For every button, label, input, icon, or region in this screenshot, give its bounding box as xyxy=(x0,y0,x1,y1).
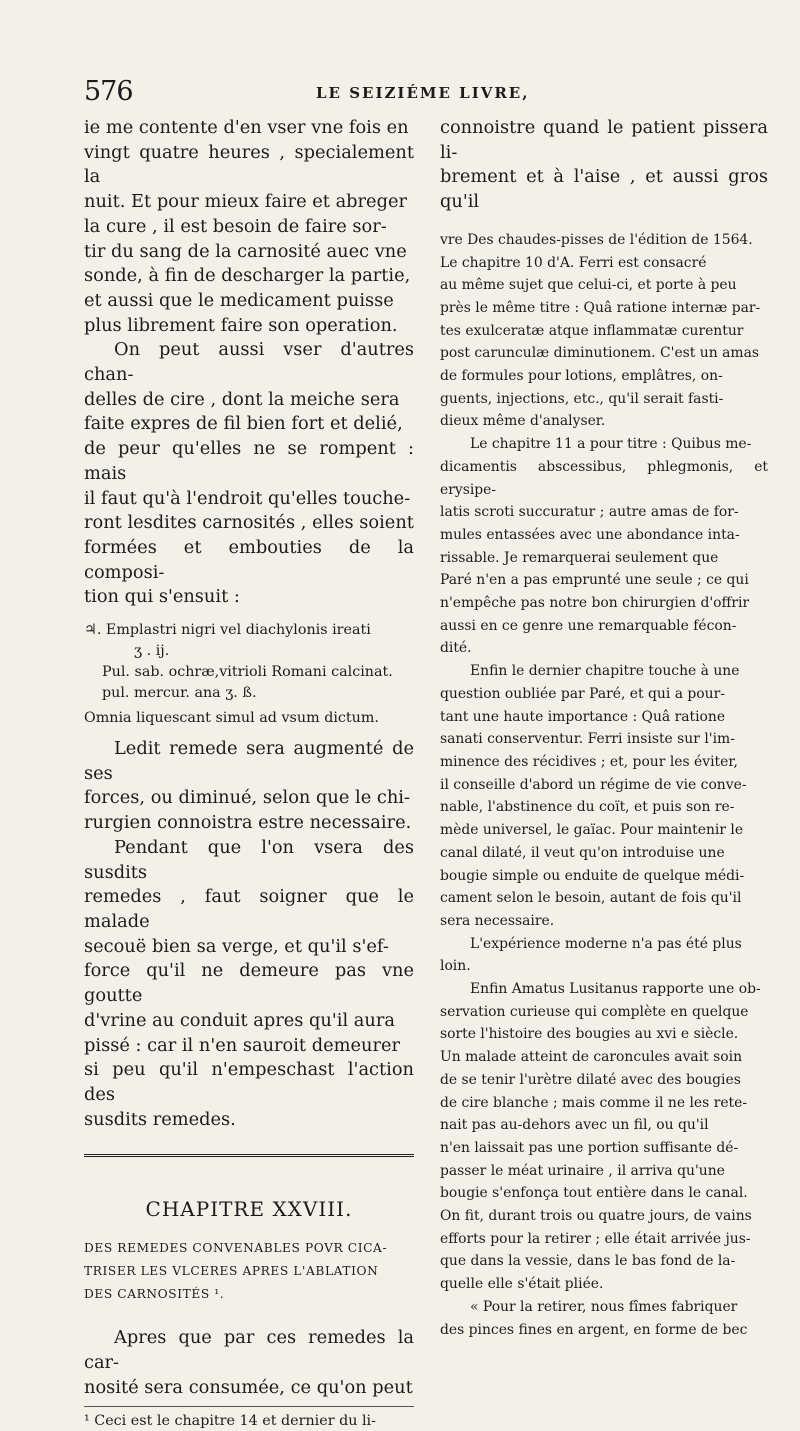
text-line: Pul. sab. ochræ,vitrioli Romani calcinat. xyxy=(102,664,393,681)
text-line: d'vrine au conduit apres qu'il aura xyxy=(84,1009,395,1031)
text-line: si peu qu'il n'empeschast l'action des xyxy=(84,1059,414,1105)
text-line: rurgien connoistra estre necessaire. xyxy=(84,812,412,834)
text-line: mède universel, le gaïac. Pour maintenir le xyxy=(440,822,744,839)
note-paragraph-6 xyxy=(440,1296,768,1341)
text-line: Un malade atteint de caroncules avait soin xyxy=(440,1049,743,1066)
text-line: n'empêche pas notre bon chirurgien d'offrir xyxy=(440,595,750,612)
text-line: minence des récidives ; et, pour les éviter, xyxy=(440,753,738,770)
text-line: plus librement faire son operation. xyxy=(84,314,398,336)
running-head: LE SEIZIÉME LIVRE, xyxy=(316,84,530,102)
text-line: que dans la vessie, dans le bas fond de la- xyxy=(440,1253,736,1270)
text-line: ront lesdites carnosités , elles soient xyxy=(84,512,414,534)
text-line: ♃. Emplastri nigri vel diachylonis ireati xyxy=(84,622,371,639)
text-line: des pinces fines en argent, en forme de bec xyxy=(440,1321,748,1338)
text-line: dieux même d'analyser. xyxy=(440,413,606,430)
text-line: vre Des chaudes-pisses de l'édition de 1564. xyxy=(440,231,753,248)
text-line: n'en laissait pas une portion suffisante dé- xyxy=(440,1139,739,1156)
text-line: efforts pour la retirer ; elle était arrivée jus- xyxy=(440,1230,751,1247)
text-line: vingt quatre heures , specialement la xyxy=(84,141,414,188)
text-line: TRISER LES VLCERES APRES L'ABLATION xyxy=(84,1264,379,1279)
left-paragraph-3 xyxy=(84,737,414,836)
text-line: nable, l'abstinence du coït, et puis son re- xyxy=(440,799,735,816)
text-line: On fit, durant trois ou quatre jours, de vains xyxy=(440,1208,752,1225)
text-line: ʒ . ij. xyxy=(134,643,170,660)
left-paragraph-5 xyxy=(84,1326,414,1400)
text-line: tion qui s'ensuit : xyxy=(84,586,240,608)
text-line: Enfin Amatus Lusitanus rapporte une ob- xyxy=(470,981,761,998)
left-paragraph-2 xyxy=(84,338,414,610)
text-line: sonde, à fin de descharger la partie, xyxy=(84,265,411,287)
text-line: la cure , il est besoin de faire sor- xyxy=(84,215,387,237)
text-line: loin. xyxy=(440,958,471,975)
text-line: Paré n'en a pas emprunté une seule ; ce qui xyxy=(440,572,749,589)
text-line: force qu'il ne demeure pas vne goutte xyxy=(84,960,414,1007)
text-line: dité. xyxy=(440,640,472,657)
text-line: post carunculæ diminutionem. C'est un amas xyxy=(440,345,759,362)
text-line: forces, ou diminué, selon que le chi- xyxy=(84,787,410,809)
left-paragraph-4 xyxy=(84,836,414,1132)
text-line: tes exulceratæ atque inflammatæ curentur xyxy=(440,322,744,339)
text-line: au même sujet que celui-ci, et porte à peu xyxy=(440,277,737,294)
text-line: sorte l'histoire des bougies au xvi e siècle. xyxy=(440,1026,739,1043)
text-line: susdits remedes. xyxy=(84,1108,236,1130)
text-line: nait pas au-dehors avec un fil, ou qu'il xyxy=(440,1117,709,1134)
text-line: formées et embouties de la composi- xyxy=(84,536,414,583)
text-line: L'expérience moderne n'a pas été plus xyxy=(470,935,742,952)
text-line: mules entassées avec une abondance inta- xyxy=(440,526,740,543)
text-line: On peut aussi vser d'autres chan- xyxy=(84,339,414,386)
text-line: guents, injections, etc., qu'il serait fasti- xyxy=(440,390,724,407)
text-line: dicamentis abscessibus, phlegmonis, et erysipe- xyxy=(440,458,768,498)
footnote-rule xyxy=(84,1406,414,1407)
text-line: de se tenir l'urètre dilaté avec des bougies xyxy=(440,1071,741,1088)
text-line: ie me contente d'en vser vne fois en xyxy=(84,117,409,138)
text-line: remedes , faut soigner que le malade xyxy=(84,886,414,932)
note-paragraph-2 xyxy=(440,433,768,660)
chapter-title: CHAPITRE XXVIII. xyxy=(145,1197,353,1222)
text-line: bougie s'enfonça tout entière dans le canal. xyxy=(440,1185,748,1202)
recipe xyxy=(84,620,414,704)
text-line: près le même titre : Quâ ratione internæ par- xyxy=(440,299,761,316)
text-line: Pendant que l'on vsera des susdits xyxy=(84,836,414,883)
text-line: connoistre quand le patient pissera li- xyxy=(440,117,768,163)
text-line: DES REMEDES CONVENABLES POVR CICA- xyxy=(84,1241,388,1256)
text-line: nosité sera consumée, ce qu'on peut xyxy=(84,1376,413,1398)
text-line: pul. mercur. ana ʒ. ß. xyxy=(102,685,257,702)
note-paragraph-5 xyxy=(440,978,768,1296)
text-line: il conseille d'abord un régime de vie conve- xyxy=(440,776,747,793)
text-line: DES CARNOSITÉS ¹. xyxy=(84,1287,225,1302)
left-column xyxy=(84,116,414,1431)
text-line: question oubliée par Paré, et qui a pour- xyxy=(440,685,725,702)
text-line: Apres que par ces remedes la car- xyxy=(84,1327,414,1374)
page-number: 576 xyxy=(84,76,133,107)
text-line: nuit. Et pour mieux faire et abreger xyxy=(84,191,407,213)
text-line: servation curieuse qui complète en quelque xyxy=(440,1003,749,1020)
text-line: quelle elle s'était pliée. xyxy=(440,1276,604,1293)
text-line: tir du sang de la carnosité auec vne xyxy=(84,240,407,262)
chapter-subtitle xyxy=(84,1237,414,1306)
text-line: brement et à l'aise , et aussi gros qu'il xyxy=(440,166,768,213)
text-line: de cire blanche ; mais comme il ne les rete- xyxy=(440,1094,748,1111)
recipe-instruction: Omnia liquescant simul ad vsum dictum. xyxy=(84,710,379,727)
text-line: secouë bien sa verge, et qu'il s'ef- xyxy=(84,935,389,957)
note-paragraph-4 xyxy=(440,933,768,978)
text-line: faite expres de fil bien fort et delié, xyxy=(84,413,403,435)
chapter-divider xyxy=(84,1154,414,1159)
footnote: ¹ Ceci est le chapitre 14 et dernier du li- xyxy=(84,1413,376,1430)
text-line: Le chapitre 10 d'A. Ferri est consacré xyxy=(440,254,707,271)
text-line: il faut qu'à l'endroit qu'elles touche- xyxy=(84,487,411,509)
text-line: et aussi que le medicament puisse xyxy=(84,289,394,311)
text-line: aussi en ce genre une remarquable fécon- xyxy=(440,617,737,634)
right-column xyxy=(440,116,768,1341)
text-line: latis scroti succuratur ; autre amas de for- xyxy=(440,504,739,521)
text-line: pissé : car il n'en sauroit demeurer xyxy=(84,1034,400,1056)
text-line: de formules pour lotions, emplâtres, on- xyxy=(440,368,723,385)
text-line: sanati conserventur. Ferri insiste sur l'im- xyxy=(440,731,735,748)
note-continuation xyxy=(440,229,768,433)
text-line: cament selon le besoin, autant de fois qu'il xyxy=(440,890,742,907)
text-line: delles de cire , dont la meiche sera xyxy=(84,388,400,410)
text-line: tant une haute importance : Quâ ratione xyxy=(440,708,726,725)
text-line: Le chapitre 11 a pour titre : Quibus me- xyxy=(470,436,752,453)
note-paragraph-3 xyxy=(440,660,768,932)
text-line: sera necessaire. xyxy=(440,912,555,929)
text-line: de peur qu'elles ne se rompent : mais xyxy=(84,438,414,484)
text-line: canal dilaté, il veut qu'on introduise une xyxy=(440,844,725,861)
text-line: Ledit remede sera augmenté de ses xyxy=(84,738,414,784)
text-line: passer le méat urinaire , il arriva qu'une xyxy=(440,1162,725,1179)
text-line: rissable. Je remarquerai seulement que xyxy=(440,549,719,566)
text-line: bougie simple ou enduite de quelque médi- xyxy=(440,867,745,884)
left-paragraph-1 xyxy=(84,116,414,338)
text-line: « Pour la retirer, nous fîmes fabriquer xyxy=(470,1298,738,1315)
right-paragraph-1 xyxy=(440,116,768,215)
text-line: Enfin le dernier chapitre touche à une xyxy=(470,663,740,680)
